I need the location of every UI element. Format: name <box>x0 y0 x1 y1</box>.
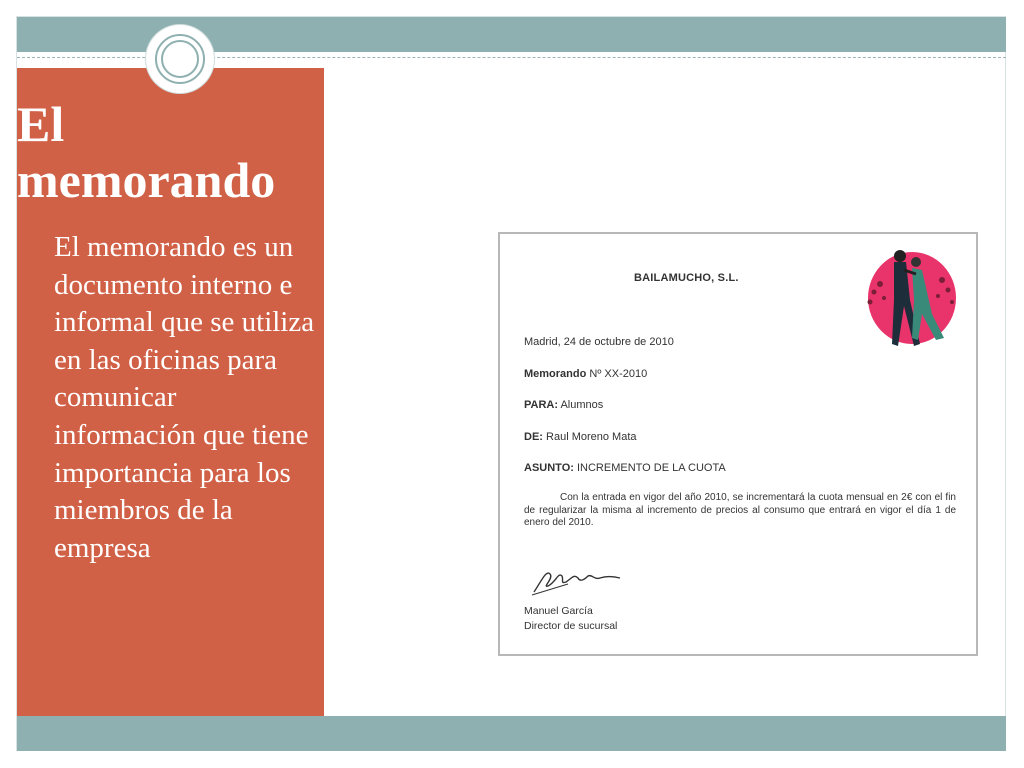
memo-number-label: Memorando <box>524 368 587 380</box>
memo-subject-label: ASUNTO: <box>524 462 574 474</box>
slide-title <box>17 96 347 208</box>
memo-to-label: PARA: <box>524 399 559 411</box>
dancing-couple-icon <box>860 240 960 352</box>
memo-from-value: Raul Moreno Mata <box>546 431 637 443</box>
ring-ornament-icon <box>146 25 214 93</box>
memo-subject <box>524 462 726 474</box>
memo-number <box>524 368 647 380</box>
memo-image <box>498 232 978 656</box>
memo-from-label: DE: <box>524 431 543 443</box>
title-line-2: memorando <box>17 152 276 208</box>
memo-company: BAILAMUCHO, S.L. <box>634 272 739 284</box>
memo-from <box>524 431 637 443</box>
memo-to-value: Alumnos <box>560 399 604 411</box>
slide-body-text: El memorando es un documento interno e informal que se utiliza en las oficinas para comunicar información que tiene importancia para los miembros de la empresa <box>54 231 315 564</box>
memo-number-value: Nº XX-2010 <box>589 368 648 380</box>
memo-to <box>524 399 603 411</box>
title-line-1: El <box>17 96 65 152</box>
memo-signer-name: Manuel García <box>524 605 593 617</box>
bottom-accent-band <box>17 716 1006 751</box>
memo-paragraph: Con la entrada en vigor del año 2010, se incrementará la cuota mensual en 2€ con el fin de regularizar la misma al incremento de precios al consumo que entrará en vigor el día 1 de enero del 2010. <box>524 492 956 528</box>
memo-signer <box>524 604 617 634</box>
signature-icon <box>528 562 628 598</box>
memo-date: Madrid, 24 de octubre de 2010 <box>524 336 674 348</box>
memo-signer-title: Director de sucursal <box>524 620 618 632</box>
memo-subject-value: INCREMENTO DE LA CUOTA <box>576 462 726 474</box>
